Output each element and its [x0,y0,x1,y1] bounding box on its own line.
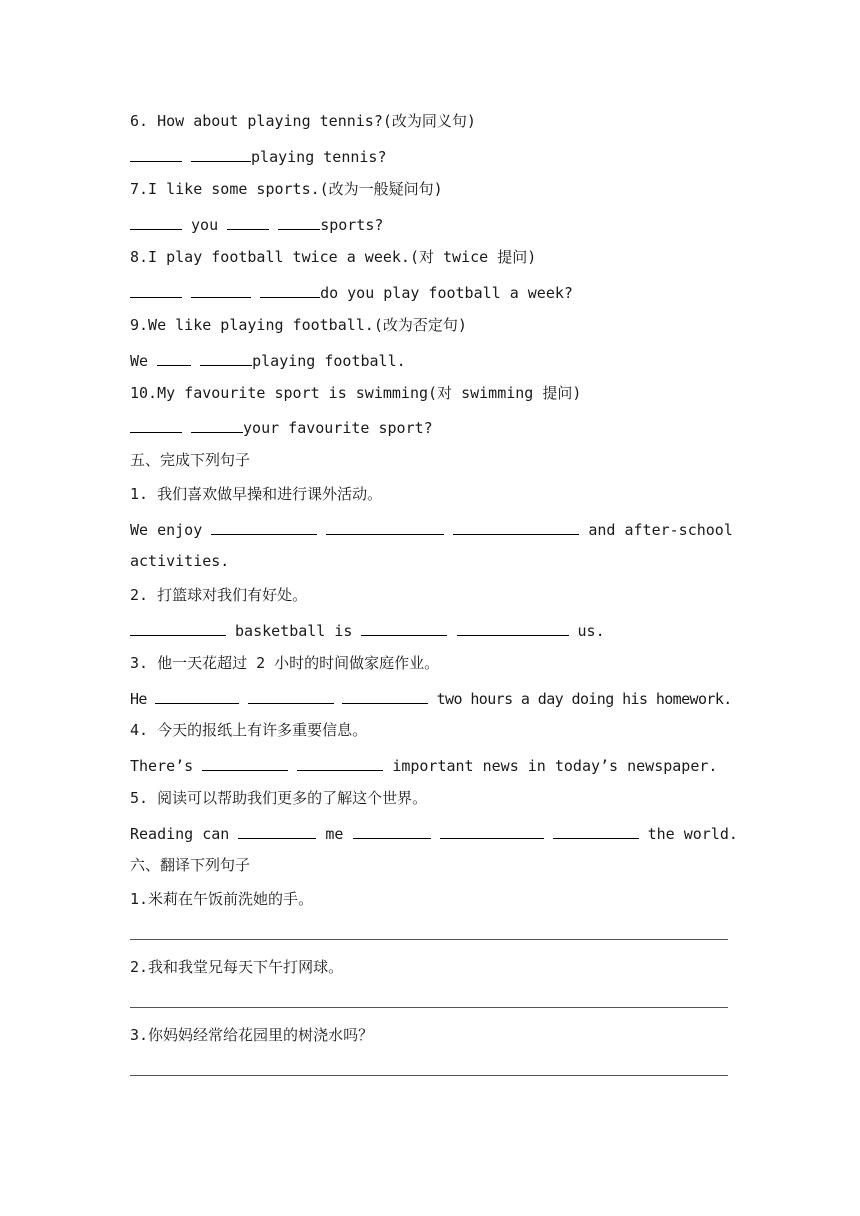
blank[interactable] [155,685,239,704]
s5-item1-answer [130,516,733,540]
blank[interactable] [157,347,191,366]
blank[interactable] [457,617,569,636]
s5-item1-prompt: 1. 我们喜欢做早操和进行课外活动。 [130,485,383,503]
s5-item3-part: two hours a day doing his homework. [436,690,732,708]
q10-prompt: 10.My favourite sport is swimming(对 swimming 提问) [130,384,582,402]
blank[interactable] [553,820,639,839]
s6-item3-answer-line[interactable] [130,1075,728,1076]
s5-item1-part: We enjoy [130,521,203,539]
s5-item5-part: the world. [647,825,738,843]
blank[interactable] [326,516,444,535]
s5-item3-answer [130,685,730,709]
s6-item1-answer-line[interactable] [130,939,728,940]
s5-item4-answer [130,752,730,776]
s5-item4-prompt: 4. 今天的报纸上有许多重要信息。 [130,721,368,739]
s5-item2-part: us. [577,622,605,640]
q8-prompt: 8.I play football twice a week.(对 twice 提问) [130,248,537,266]
q9-answer-line [130,347,730,371]
s5-item5-part: me [325,825,344,843]
s5-item4-part: There’s [130,757,194,775]
q7-answer-tail: sports? [320,216,384,234]
s5-item1-cont: activities. [130,552,230,570]
blank[interactable] [130,143,182,162]
blank[interactable] [202,752,288,771]
blank[interactable] [278,211,320,230]
s6-item2-prompt: 2.我和我堂兄每天下午打网球。 [130,958,344,976]
q6-answer-tail: playing tennis? [251,148,387,166]
section5-heading: 五、完成下列句子 [130,451,251,469]
s5-item3-prompt: 3. 他一天花超过 2 小时的时间做家庭作业。 [130,654,440,672]
s6-item1-prompt: 1.米莉在午饭前洗她的手。 [130,890,314,908]
q9-answer-tail: playing football. [252,352,406,370]
q6-answer-line [130,143,730,167]
s6-item3-prompt: 3.你妈妈经常给花园里的树浇水吗？ [130,1026,374,1044]
blank[interactable] [211,516,317,535]
q9-word-we: We [130,352,149,370]
blank[interactable] [130,279,182,298]
section6-heading: 六、翻译下列句子 [130,856,251,874]
blank[interactable] [191,279,251,298]
q8-answer-line [130,279,730,303]
q9-prompt: 9.We like playing football.(改为否定句) [130,316,467,334]
blank[interactable] [227,211,269,230]
blank[interactable] [130,414,182,433]
blank[interactable] [342,685,428,704]
s5-item5-part: Reading can [130,825,230,843]
q6-prompt: 6. How about playing tennis?(改为同义句) [130,112,476,130]
blank[interactable] [440,820,544,839]
q7-word-you: you [191,216,219,234]
blank[interactable] [453,516,579,535]
q8-answer-tail: do you play football a week? [320,284,573,302]
blank[interactable] [238,820,316,839]
s5-item3-part: He [130,690,147,708]
q10-answer-tail: your favourite sport? [243,419,433,437]
blank[interactable] [191,414,243,433]
blank[interactable] [248,685,334,704]
blank[interactable] [361,617,447,636]
blank[interactable] [200,347,252,366]
blank[interactable] [191,143,251,162]
blank[interactable] [130,617,226,636]
blank[interactable] [353,820,431,839]
q10-answer-line [130,414,730,438]
q7-prompt: 7.I like some sports.(改为一般疑问句) [130,180,443,198]
s5-item5-prompt: 5. 阅读可以帮助我们更多的了解这个世界。 [130,789,428,807]
s6-item2-answer-line[interactable] [130,1007,728,1008]
q7-answer-line [130,211,730,235]
s5-item5-answer [130,820,738,844]
blank[interactable] [297,752,383,771]
blank[interactable] [130,211,182,230]
s5-item2-prompt: 2. 打篮球对我们有好处。 [130,586,308,604]
s5-item2-part: basketball is [235,622,353,640]
blank[interactable] [260,279,320,298]
s5-item2-answer [130,617,730,641]
s5-item4-part: important news in today’s newspaper. [392,757,718,775]
s5-item1-part: and after-school [588,521,733,539]
